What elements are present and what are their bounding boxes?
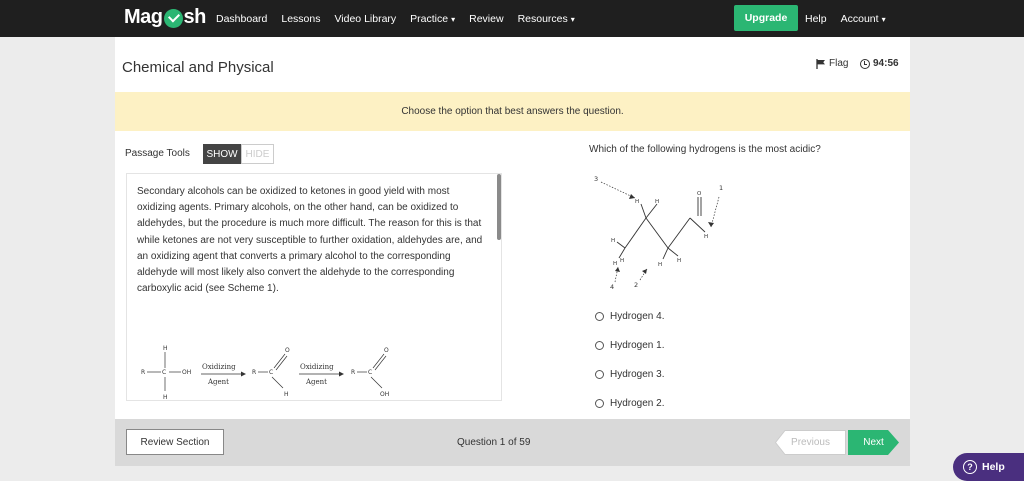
svg-text:H: H [704, 234, 709, 240]
radio-button[interactable] [595, 399, 604, 408]
answer-choice[interactable]: Hydrogen 4. [595, 302, 664, 331]
logo-text-right: sh [183, 6, 206, 28]
svg-text:H: H [635, 199, 640, 205]
scheme-arrow1-bottom: Agent [208, 378, 229, 386]
svg-text:O: O [285, 347, 290, 354]
radio-button[interactable] [595, 312, 604, 321]
nav-link-video-library[interactable]: Video Library [334, 12, 397, 25]
help-icon: ? [963, 460, 977, 474]
svg-text:R: R [141, 369, 146, 376]
svg-text:R: R [351, 369, 356, 376]
svg-text:OH: OH [380, 391, 390, 398]
passage-scrollbar[interactable] [497, 174, 501, 240]
nav-link-lessons[interactable]: Lessons [281, 12, 321, 25]
svg-text:H: H [613, 261, 618, 267]
flag-button[interactable]: Flag [816, 58, 848, 69]
answer-choices [595, 302, 664, 418]
answer-choice[interactable]: Hydrogen 3. [595, 360, 664, 389]
svg-text:C: C [162, 369, 167, 376]
caret-down-icon: ▾ [881, 14, 886, 24]
nav-links [216, 0, 589, 37]
caret-down-icon: ▾ [451, 14, 456, 24]
svg-text:H: H [163, 394, 168, 400]
nav-link-dashboard[interactable]: Dashboard [216, 12, 268, 25]
top-navbar [0, 0, 1024, 37]
radio-button[interactable] [595, 370, 604, 379]
svg-text:R: R [252, 369, 257, 376]
hydrogen-label-3: 3 [594, 175, 599, 183]
nav-right [805, 0, 900, 37]
svg-text:C: C [368, 369, 373, 376]
upgrade-button[interactable]: Upgrade [734, 5, 798, 31]
answer-choice[interactable]: Hydrogen 2. [595, 389, 664, 418]
clock-icon [860, 59, 870, 69]
svg-text:H: H [658, 262, 663, 268]
question-stem: Which of the following hydrogens is the most acidic? [589, 144, 821, 155]
svg-text:H: H [163, 345, 168, 352]
answer-choice[interactable]: Hydrogen 1. [595, 331, 664, 360]
radio-button[interactable] [595, 341, 604, 350]
question-counter: Question 1 of 59 [457, 437, 531, 448]
hide-passage-button[interactable]: HIDE [241, 144, 274, 164]
next-button[interactable]: Next [848, 430, 899, 455]
nav-link-account[interactable]: Account ▾ [840, 12, 886, 25]
passage-panel[interactable] [126, 173, 502, 401]
flag-icon [816, 59, 826, 69]
nav-link-resources[interactable]: Resources ▾ [517, 12, 575, 25]
help-fab-button[interactable]: ? Help [953, 453, 1024, 481]
passage-tools-label: Passage Tools [125, 148, 190, 159]
svg-text:H: H [620, 258, 625, 264]
nav-link-help[interactable]: Help [805, 12, 827, 25]
svg-text:O: O [697, 191, 702, 197]
question-card [115, 37, 910, 466]
svg-text:H: H [611, 238, 616, 244]
instruction-banner: Choose the option that best answers the question. [115, 92, 910, 131]
caret-down-icon: ▾ [570, 14, 575, 24]
oxidation-scheme-figure [137, 344, 427, 400]
logo-check-icon [164, 9, 183, 28]
hydrogen-label-1: 1 [719, 184, 724, 192]
nav-link-practice[interactable]: Practice ▾ [410, 12, 456, 25]
svg-text:C: C [269, 369, 274, 376]
question-footer [115, 419, 910, 466]
scheme-arrow1-top: Oxidizing [202, 363, 236, 371]
timer: 94:56 [860, 58, 899, 69]
svg-text:H: H [677, 258, 682, 264]
passage-text: Secondary alcohols can be oxidized to ketones in good yield with most oxidizing agents. Primary alcohols, on the other hand, can be oxidized to aldehydes, but the procedure is much more difficult. The reason for this is that while ketones are not very susceptible to further oxidation, aldehydes are, and an oxidizing agent that converts a primary alcohol to the corresponding aldehyde will most likely also convert the aldehyde to the corresponding carboxylic acid (see Scheme 1). [137, 186, 483, 295]
section-title: Chemical and Physical [122, 59, 274, 76]
hydrogen-label-2: 2 [634, 281, 639, 289]
svg-text:H: H [284, 391, 289, 398]
magoosh-logo[interactable] [124, 6, 206, 29]
molecule-figure [591, 170, 741, 295]
logo-text-left: Mag [124, 6, 163, 28]
nav-link-review[interactable]: Review [469, 12, 504, 25]
svg-text:H: H [655, 199, 660, 205]
previous-button[interactable]: Previous [775, 430, 846, 455]
show-passage-button[interactable]: SHOW [203, 144, 241, 164]
scheme-arrow2-top: Oxidizing [300, 363, 334, 371]
hydrogen-label-4: 4 [610, 283, 615, 291]
svg-text:O: O [384, 347, 389, 354]
scheme-arrow2-bottom: Agent [306, 378, 327, 386]
review-section-button[interactable]: Review Section [126, 429, 224, 455]
svg-text:OH: OH [182, 369, 192, 376]
